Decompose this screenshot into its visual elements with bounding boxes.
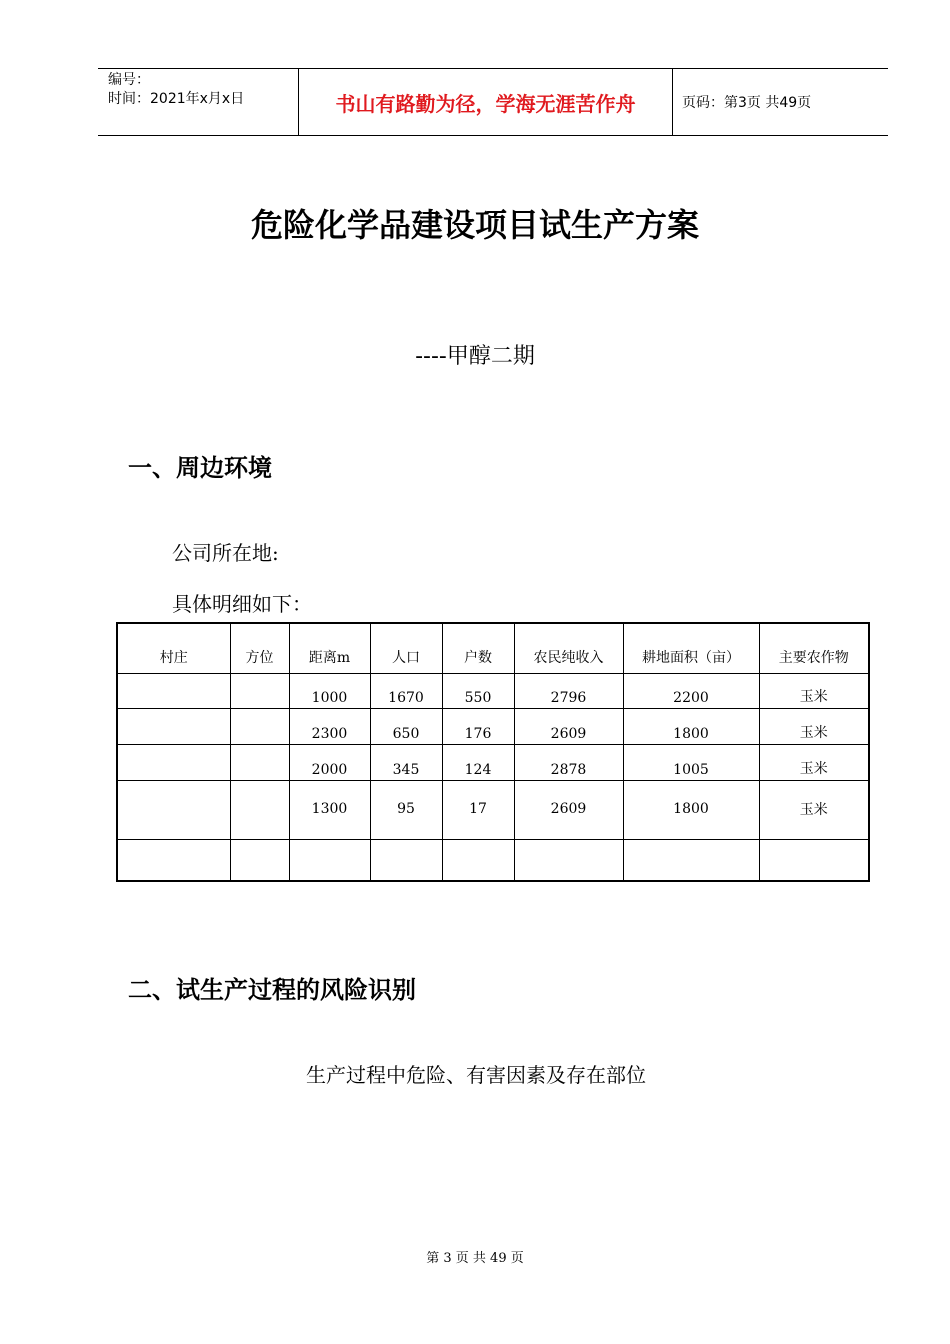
table-cell: 1670 bbox=[370, 674, 442, 709]
header-divider bbox=[672, 68, 673, 135]
page-footer: 第 3 页 共 49 页 bbox=[426, 1251, 524, 1266]
table-cell: 1800 bbox=[623, 709, 759, 745]
table-cell: 17 bbox=[442, 781, 514, 840]
table-cell bbox=[117, 709, 230, 745]
table-cell: 2200 bbox=[623, 674, 759, 709]
table-cell bbox=[370, 840, 442, 882]
table-cell bbox=[117, 840, 230, 882]
section-heading: 二、试生产过程的风险识别 bbox=[128, 976, 416, 1004]
document-number-label: 编号： bbox=[108, 72, 150, 88]
table-cell bbox=[230, 840, 289, 882]
table-cell: 124 bbox=[442, 745, 514, 781]
table-cell: 2000 bbox=[289, 745, 370, 781]
table-cell: 玉米 bbox=[759, 674, 869, 709]
table-row bbox=[117, 745, 869, 781]
company-location-label: 公司所在地: bbox=[172, 541, 279, 565]
table-cell bbox=[514, 840, 623, 882]
table-cell: 1000 bbox=[289, 674, 370, 709]
surroundings-table bbox=[116, 622, 870, 882]
table-row bbox=[117, 781, 869, 840]
table-cell: 2609 bbox=[514, 709, 623, 745]
table-cell: 2609 bbox=[514, 781, 623, 840]
column-header: 农民纯收入 bbox=[514, 623, 623, 674]
header-bottom-rule bbox=[98, 135, 888, 136]
column-header: 村庄 bbox=[117, 623, 230, 674]
column-header: 耕地面积（亩） bbox=[623, 623, 759, 674]
table-cell: 2878 bbox=[514, 745, 623, 781]
header-page-info: 页码：第3页 共49页 bbox=[682, 95, 812, 111]
table-cell: 550 bbox=[442, 674, 514, 709]
table-cell bbox=[117, 781, 230, 840]
table-cell: 玉米 bbox=[759, 745, 869, 781]
table-cell: 176 bbox=[442, 709, 514, 745]
section-heading: 一、周边环境 bbox=[128, 454, 272, 482]
table-cell bbox=[230, 709, 289, 745]
table-row bbox=[117, 840, 869, 882]
table-cell: 玉米 bbox=[759, 781, 869, 840]
document-date: 时间：2021年x月x日 bbox=[108, 91, 245, 107]
header-motto: 书山有路勤为径，学海无涯苦作舟 bbox=[335, 92, 636, 116]
section-subheading: 生产过程中危险、有害因素及存在部位 bbox=[306, 1063, 646, 1087]
table-cell bbox=[442, 840, 514, 882]
table-cell: 2300 bbox=[289, 709, 370, 745]
column-header: 户数 bbox=[442, 623, 514, 674]
table-cell bbox=[759, 840, 869, 882]
column-header: 人口 bbox=[370, 623, 442, 674]
table-cell bbox=[230, 745, 289, 781]
table-cell: 玉米 bbox=[759, 709, 869, 745]
table-cell: 345 bbox=[370, 745, 442, 781]
table-cell bbox=[230, 674, 289, 709]
table-cell: 95 bbox=[370, 781, 442, 840]
header-top-rule bbox=[98, 68, 888, 69]
document-title: 危险化学品建设项目试生产方案 bbox=[250, 206, 699, 244]
table-cell: 1005 bbox=[623, 745, 759, 781]
table-cell bbox=[117, 745, 230, 781]
table-cell bbox=[289, 840, 370, 882]
table-cell bbox=[117, 674, 230, 709]
table-row bbox=[117, 709, 869, 745]
table-cell bbox=[230, 781, 289, 840]
table-header-row bbox=[117, 623, 869, 674]
table-cell: 650 bbox=[370, 709, 442, 745]
table-cell: 1800 bbox=[623, 781, 759, 840]
column-header: 方位 bbox=[230, 623, 289, 674]
details-intro: 具体明细如下： bbox=[172, 592, 312, 616]
table-cell: 2796 bbox=[514, 674, 623, 709]
table-row bbox=[117, 674, 869, 709]
column-header: 距离m bbox=[289, 623, 370, 674]
column-header: 主要农作物 bbox=[759, 623, 869, 674]
document-subtitle: ----甲醇二期 bbox=[415, 344, 535, 369]
table-cell bbox=[623, 840, 759, 882]
table-cell: 1300 bbox=[289, 781, 370, 840]
